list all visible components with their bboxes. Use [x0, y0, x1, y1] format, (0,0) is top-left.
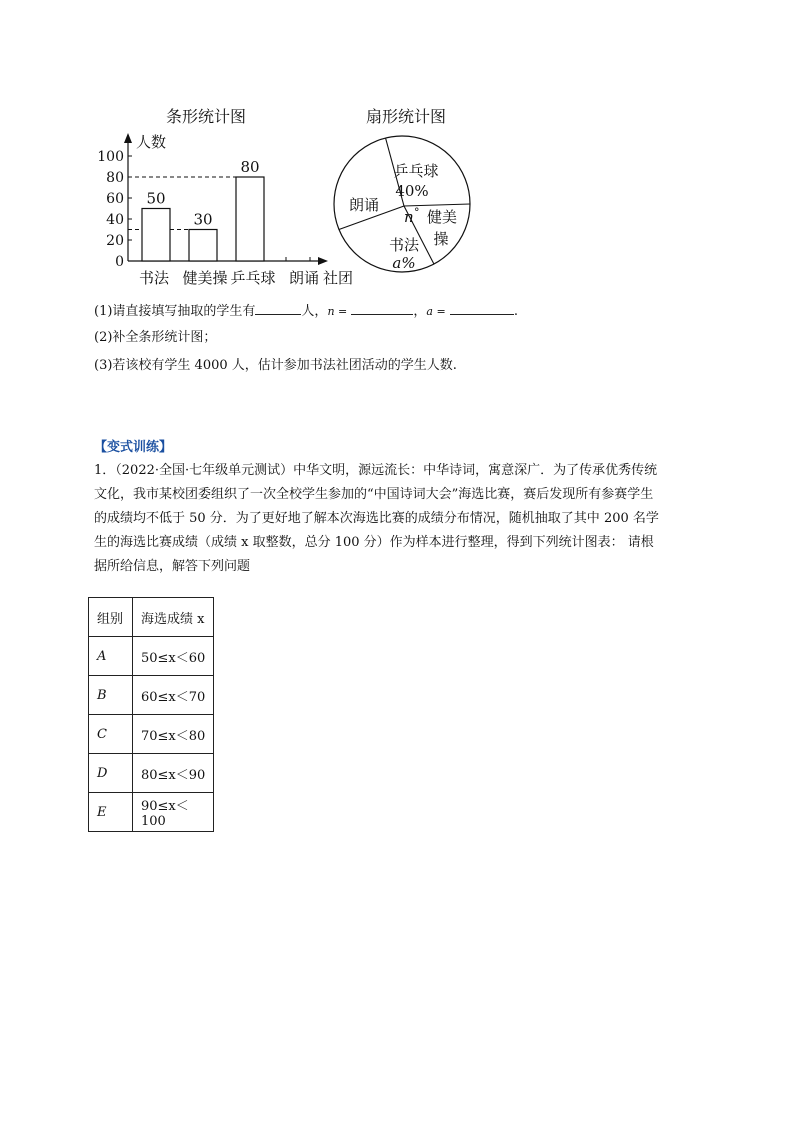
answer-blank-a[interactable]	[450, 300, 514, 315]
y-tick-label: 80	[106, 170, 124, 186]
table-cell: 90≤x＜100	[133, 793, 214, 832]
table-cell: 80≤x＜90	[133, 754, 214, 793]
bar	[189, 230, 217, 262]
table-cell: 60≤x＜70	[133, 676, 214, 715]
x-category-label: 健美操	[182, 269, 228, 287]
pie-slice-label: 书法	[388, 236, 420, 254]
table-cell: A	[89, 637, 133, 676]
table-header-cell: 海选成绩 x	[133, 598, 214, 637]
answer-blank-n[interactable]	[351, 300, 413, 315]
table-cell: B	[89, 676, 133, 715]
bar	[236, 177, 264, 261]
table-row	[89, 754, 214, 793]
bar-chart	[90, 125, 354, 295]
bar-value-label: 80	[240, 158, 260, 176]
question-2: (2)补全条形统计图；	[94, 330, 217, 345]
paragraph-line: 1．（2022·全国·七年级单元测试）中华文明，源远流长：中华诗词，寓意深广．为了传承优秀传统	[94, 463, 658, 478]
pie-angle-variable: n	[404, 208, 414, 226]
table-cell: E	[89, 793, 133, 832]
table-row	[89, 715, 214, 754]
x-category-label: 书法	[138, 269, 170, 287]
score-group-table	[88, 597, 214, 832]
table-cell: 50≤x＜60	[133, 637, 214, 676]
problem-paragraph	[94, 459, 704, 579]
bar-chart-title: 条形统计图	[166, 107, 247, 126]
paragraph-line: 文化，我市某校团委组织了一次全校学生参加的“中国诗词大会”海选比赛，赛后发现所有参赛学生	[94, 487, 654, 502]
table-row	[89, 793, 214, 832]
table-cell: D	[89, 754, 133, 793]
table-header-row	[89, 598, 214, 637]
x-category-label: 朗诵	[288, 269, 320, 287]
pie-slice-value: a%	[392, 254, 416, 272]
pie-chart-title: 扇形统计图	[366, 107, 447, 126]
paragraph-line: 的成绩均不低于 50 分．为了更好地了解本次海选比赛的成绩分布情况，随机抽取了其中 200 名学	[94, 511, 659, 526]
table-row	[89, 676, 214, 715]
bar	[142, 209, 170, 262]
x-category-label: 乒乓球	[230, 269, 276, 287]
answer-blank-count[interactable]	[255, 300, 301, 315]
section-heading: 【变式训练】	[94, 440, 173, 455]
pie-chart	[330, 128, 480, 280]
pie-slice-label: 操	[433, 230, 449, 248]
table-header-cell: 组别	[89, 598, 133, 637]
y-axis-label: 人数	[136, 133, 167, 151]
x-category-label: 社团	[322, 269, 354, 287]
table-row	[89, 637, 214, 676]
y-axis-arrow	[124, 133, 132, 143]
question-1: (1)请直接填写抽取的学生有 人，n = ，a = .	[94, 300, 518, 322]
y-tick-label: 40	[106, 212, 124, 228]
pie-degree-symbol: °	[414, 206, 420, 219]
paragraph-line: 据所给信息，解答下列问题	[94, 559, 251, 574]
y-tick-label: 100	[97, 149, 124, 165]
question-3: (3)若该校有学生 4000 人，估计参加书法社团活动的学生人数.	[94, 358, 457, 373]
pie-slice-label: 朗诵	[348, 196, 380, 214]
bar-value-label: 50	[146, 189, 166, 208]
y-tick-label: 60	[106, 191, 124, 207]
pie-slice-label: 乒乓球	[393, 162, 439, 180]
y-tick-label: 20	[106, 233, 124, 249]
table-cell: C	[89, 715, 133, 754]
table-cell: 70≤x＜80	[133, 715, 214, 754]
paragraph-line: 生的海选比赛成绩（成绩 x 取整数，总分 100 分）作为样本进行整理，得到下列统计图表： 请根	[94, 535, 654, 550]
y-tick-label: 0	[115, 254, 124, 270]
pie-slice-label: 健美	[426, 208, 458, 226]
bar-value-label: 30	[193, 210, 213, 229]
x-axis-arrow	[318, 257, 328, 265]
pie-slice-value: 40%	[395, 182, 429, 200]
